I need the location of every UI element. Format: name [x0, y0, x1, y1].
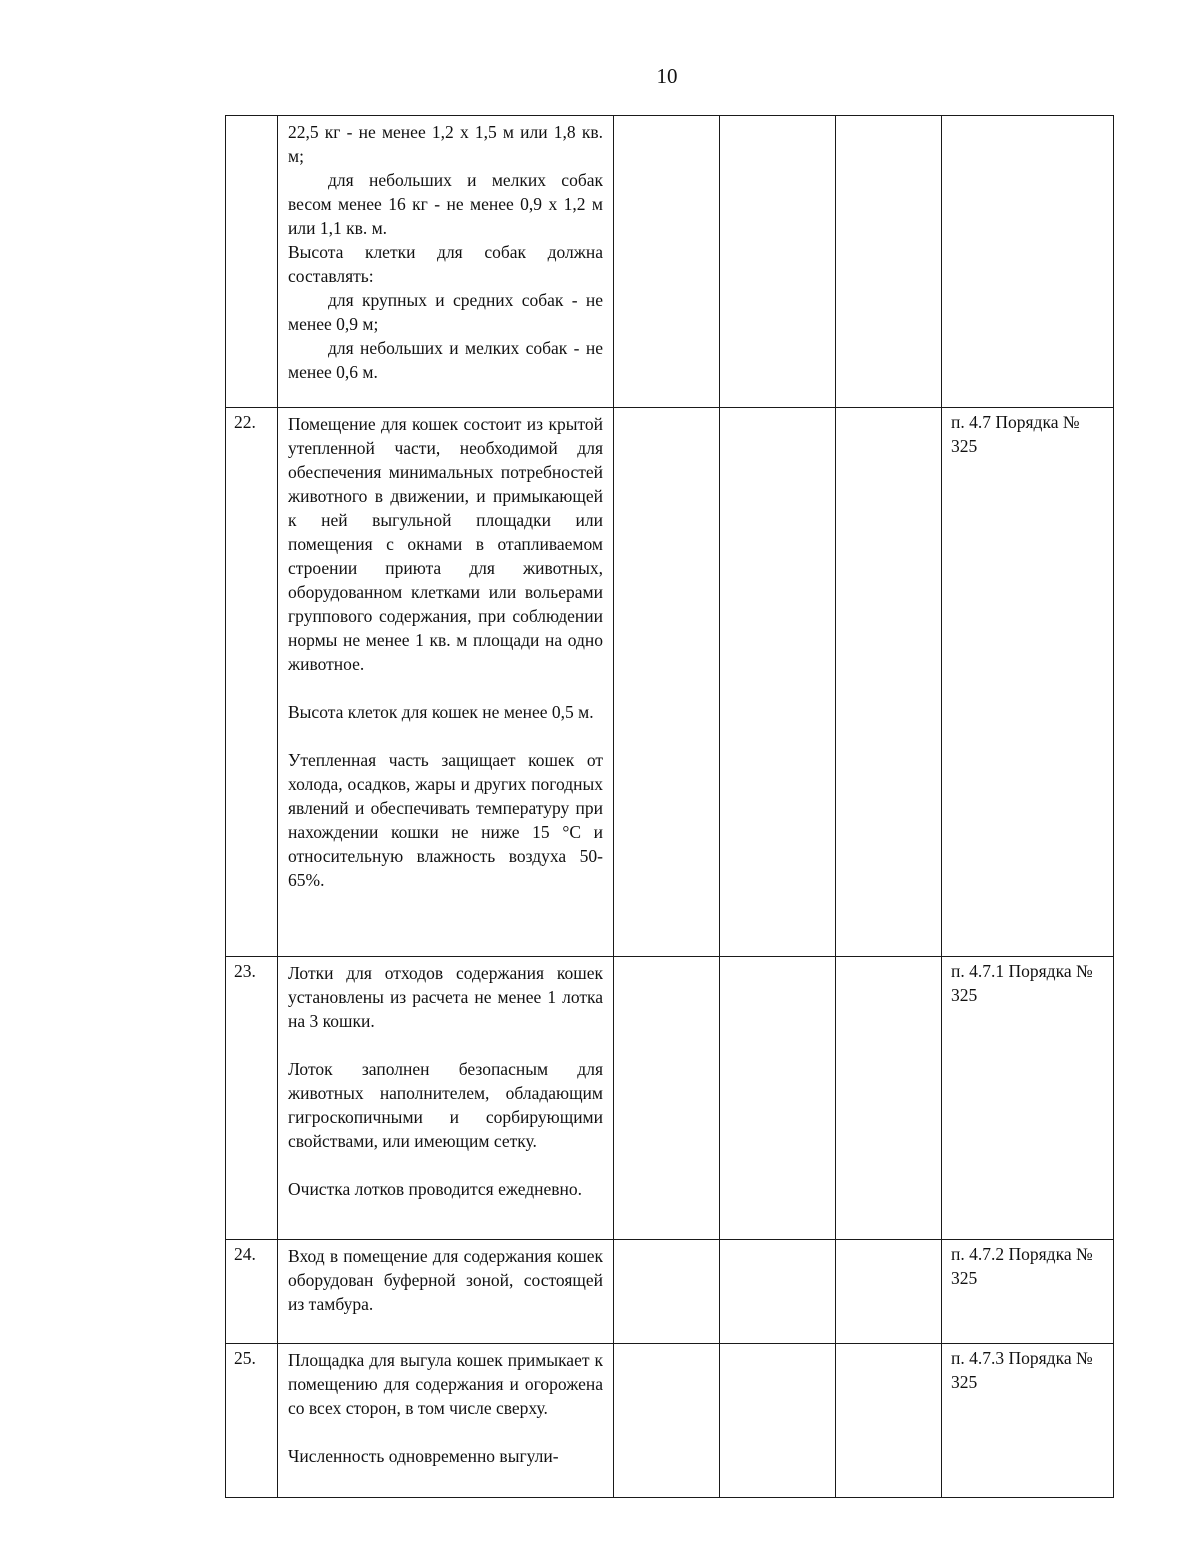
reference-cell	[942, 116, 1114, 408]
answer-na-cell	[836, 408, 942, 957]
table-row	[226, 957, 1114, 1240]
row-number-cell: 25.	[226, 1344, 278, 1498]
requirement-cell	[278, 116, 614, 408]
answer-yes-cell	[614, 957, 720, 1240]
checklist-table	[225, 115, 1114, 1498]
row-number-cell: 22.	[226, 408, 278, 957]
answer-yes-cell	[614, 1240, 720, 1344]
answer-no-cell	[720, 957, 836, 1240]
table-row	[226, 116, 1114, 408]
requirement-paragraph: Высота клетки для собак должна составлять:	[288, 242, 603, 286]
requirement-paragraph: для небольших и мелких собак весом менее 16 кг - не менее 0,9 х 1,2 м или 1,1 кв. м.	[288, 170, 603, 238]
answer-no-cell	[720, 408, 836, 957]
requirement-cell	[278, 408, 614, 957]
reference-cell: п. 4.7 Порядка № 325	[942, 408, 1114, 957]
answer-no-cell	[720, 1344, 836, 1498]
row-number-cell: 24.	[226, 1240, 278, 1344]
reference-cell: п. 4.7.1 Порядка № 325	[942, 957, 1114, 1240]
requirement-cell	[278, 957, 614, 1240]
requirement-paragraph: Численность одновременно выгули-	[288, 1446, 559, 1466]
requirement-paragraph: 22,5 кг - не менее 1,2 х 1,5 м или 1,8 кв. м;	[288, 122, 603, 166]
reference-cell: п. 4.7.2 Порядка № 325	[942, 1240, 1114, 1344]
answer-yes-cell	[614, 1344, 720, 1498]
requirement-paragraph: Очистка лотков проводится ежедневно.	[288, 1179, 583, 1199]
requirement-paragraph: для небольших и мелких собак - не менее 0,6 м.	[288, 338, 603, 382]
requirement-cell	[278, 1344, 614, 1498]
requirement-paragraph: Высота клеток для кошек не менее 0,5 м.	[288, 702, 594, 722]
requirement-paragraph: Помещение для кошек состоит из крытой утепленной части, необходимой для обеспечения минимальных потребностей животного в движении, и примыкающей к ней выгульной площадки или помещения с окнами в отапливаемом строении приюта для животных, оборудованном клетками или вольерами группового содержания, при соблюдении нормы не менее 1 кв. м площади на одно животное.	[288, 414, 603, 674]
answer-na-cell	[836, 1344, 942, 1498]
answer-yes-cell	[614, 408, 720, 957]
requirement-paragraph: Утепленная часть защищает кошек от холода, осадков, жары и других погодных явлений и обеспечивать температуру при нахождении кошки не ниже 15 °С и относительную влажность воздуха 50-65%.	[288, 750, 603, 890]
table-row	[226, 408, 1114, 957]
table-row	[226, 1240, 1114, 1344]
requirement-paragraph: Лоток заполнен безопасным для животных наполнителем, обладающим гигроскопичными и сорбирующими свойствами, или имеющим сетку.	[288, 1059, 603, 1151]
row-number-cell	[226, 116, 278, 408]
answer-na-cell	[836, 957, 942, 1240]
page-number: 10	[656, 64, 678, 88]
answer-no-cell	[720, 116, 836, 408]
answer-na-cell	[836, 116, 942, 408]
answer-yes-cell	[614, 116, 720, 408]
answer-no-cell	[720, 1240, 836, 1344]
requirement-paragraph: Вход в помещение для содержания кошек оборудован буферной зоной, состоящей из тамбура.	[288, 1246, 603, 1314]
requirement-paragraph: Площадка для выгула кошек примыкает к помещению для содержания и огорожена со всех сторон, в том числе сверху.	[288, 1350, 603, 1418]
row-number-cell: 23.	[226, 957, 278, 1240]
requirement-cell	[278, 1240, 614, 1344]
table-row	[226, 1344, 1114, 1498]
requirement-paragraph: для крупных и средних собак - не менее 0,9 м;	[288, 290, 603, 334]
requirement-paragraph: Лотки для отходов содержания кошек установлены из расчета не менее 1 лотка на 3 кошки.	[288, 963, 603, 1031]
reference-cell: п. 4.7.3 Порядка № 325	[942, 1344, 1114, 1498]
answer-na-cell	[836, 1240, 942, 1344]
